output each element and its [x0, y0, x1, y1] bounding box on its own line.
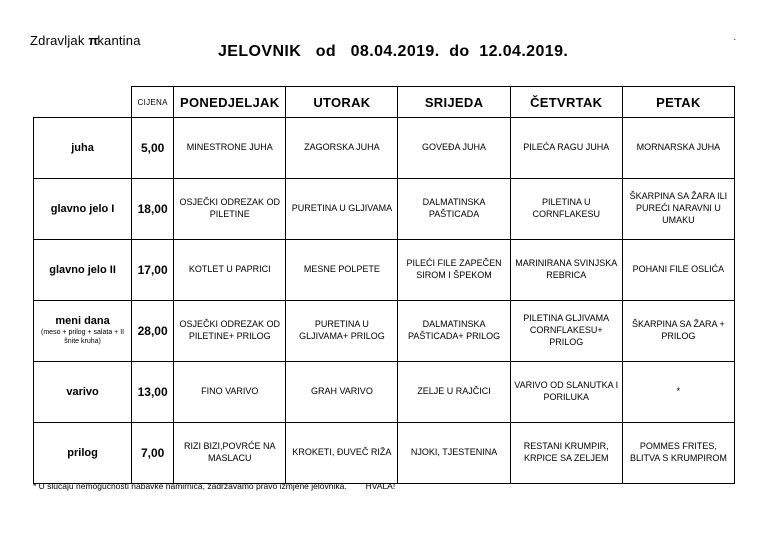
brand-name: [30, 33, 141, 48]
row-label-juha: juha: [34, 118, 132, 179]
cell-prilog-tuesday: KROKETI, ĐUVEČ RIŽA: [286, 423, 398, 484]
cell-glavno1-friday: ŠKARPINA SA ŽARA ILI PUREĆI NARAVNI U UMAKU: [622, 179, 734, 240]
cell-glavno1-tuesday: PURETINA U GLJIVAMA: [286, 179, 398, 240]
footnote: * U slučaju nemogućnosti nabavke namirnica, zadržavamo pravo izmjene jelovnika. HVALA!: [33, 481, 396, 491]
cell-juha-thursday: PILEĆA RAGU JUHA: [510, 118, 622, 179]
corner-mark: .: [733, 32, 736, 42]
cell-varivo-thursday: VARIVO OD SLANUTKA I PORILUKA: [510, 362, 622, 423]
cell-meni-monday: OSJEČKI ODREZAK OD PILETINE+ PRILOG: [174, 301, 286, 362]
header-day-friday: PETAK: [622, 87, 734, 118]
cell-meni-friday: ŠKARPINA SA ŽARA + PRILOG: [622, 301, 734, 362]
brand-suffix: kantina: [97, 33, 141, 48]
row-label-prilog: prilog: [34, 423, 132, 484]
header-price: CIJENA: [132, 87, 174, 118]
cell-juha-friday: MORNARSKA JUHA: [622, 118, 734, 179]
table-row: [34, 362, 735, 423]
row-label-text: meni dana: [55, 315, 110, 328]
table-row: [34, 240, 735, 301]
row-price-glavno-jelo-2: 17,00: [132, 240, 174, 301]
header-corner-blank: [34, 87, 132, 118]
cell-glavno1-monday: OSJEČKI ODREZAK OD PILETINE: [174, 179, 286, 240]
row-label-varivo: varivo: [34, 362, 132, 423]
row-label-glavno-jelo-2: glavno jelo II: [34, 240, 132, 301]
cell-prilog-monday: RIZI BIZI,POVRĆE NA MASLACU: [174, 423, 286, 484]
cell-glavno2-tuesday: MESNE POLPETE: [286, 240, 398, 301]
table-row: [34, 423, 735, 484]
table-header: [34, 87, 735, 118]
row-label-sublabel: (meso + prilog + salata + II šnite kruha): [41, 329, 125, 345]
cell-juha-tuesday: ZAGORSKA JUHA: [286, 118, 398, 179]
cell-prilog-wednesday: NJOKI, TJESTENINA: [398, 423, 510, 484]
cell-glavno1-wednesday: DALMATINSKA PAŠTICADA: [398, 179, 510, 240]
header-day-wednesday: SRIJEDA: [398, 87, 510, 118]
cell-glavno2-thursday: MARINIRANA SVINJSKA REBRICA: [510, 240, 622, 301]
page-title: JELOVNIK od 08.04.2019. do 12.04.2019.: [218, 43, 569, 60]
header-day-tuesday: UTORAK: [286, 87, 398, 118]
cell-glavno2-friday: POHANI FILE OSLIĆA: [622, 240, 734, 301]
row-price-meni-dana: 28,00: [132, 301, 174, 362]
row-price-glavno-jelo-1: 18,00: [132, 179, 174, 240]
header-row: [34, 87, 735, 118]
cell-prilog-thursday: RESTANI KRUMPIR, KRPICE SA ZELJEM: [510, 423, 622, 484]
row-price-prilog: 7,00: [132, 423, 174, 484]
cell-prilog-friday: POMMES FRITES, BLITVA S KRUMPIROM: [622, 423, 734, 484]
brand-prefix: Zdravljak: [30, 33, 89, 48]
row-price-juha: 5,00: [132, 118, 174, 179]
cell-juha-monday: MINESTRONE JUHA: [174, 118, 286, 179]
brand-symbol: π: [88, 33, 98, 48]
cell-meni-thursday: PILETINA GLJIVAMA CORNFLAKESU+ PRILOG: [510, 301, 622, 362]
row-price-varivo: 13,00: [132, 362, 174, 423]
cell-juha-wednesday: GOVEĐA JUHA: [398, 118, 510, 179]
cell-varivo-wednesday: ZELJE U RAJČICI: [398, 362, 510, 423]
header-day-thursday: ČETVRTAK: [510, 87, 622, 118]
table-body: [34, 118, 735, 484]
header-day-monday: PONEDJELJAK: [174, 87, 286, 118]
cell-glavno1-thursday: PILETINA U CORNFLAKESU: [510, 179, 622, 240]
row-label-glavno-jelo-1: glavno jelo I: [34, 179, 132, 240]
cell-varivo-friday: *: [622, 362, 734, 423]
cell-meni-wednesday: DALMATINSKA PAŠTICADA+ PRILOG: [398, 301, 510, 362]
menu-table: [33, 86, 735, 484]
cell-varivo-monday: FINO VARIVO: [174, 362, 286, 423]
cell-glavno2-monday: KOTLET U PAPRICI: [174, 240, 286, 301]
row-label-meni-dana: [34, 301, 132, 362]
cell-varivo-tuesday: GRAH VARIVO: [286, 362, 398, 423]
cell-glavno2-wednesday: PILEĆI FILE ZAPEČEN SIROM I ŠPEKOM: [398, 240, 510, 301]
table-row: [34, 301, 735, 362]
table-row: [34, 118, 735, 179]
cell-meni-tuesday: PURETINA U GLJIVAMA+ PRILOG: [286, 301, 398, 362]
table-row: [34, 179, 735, 240]
